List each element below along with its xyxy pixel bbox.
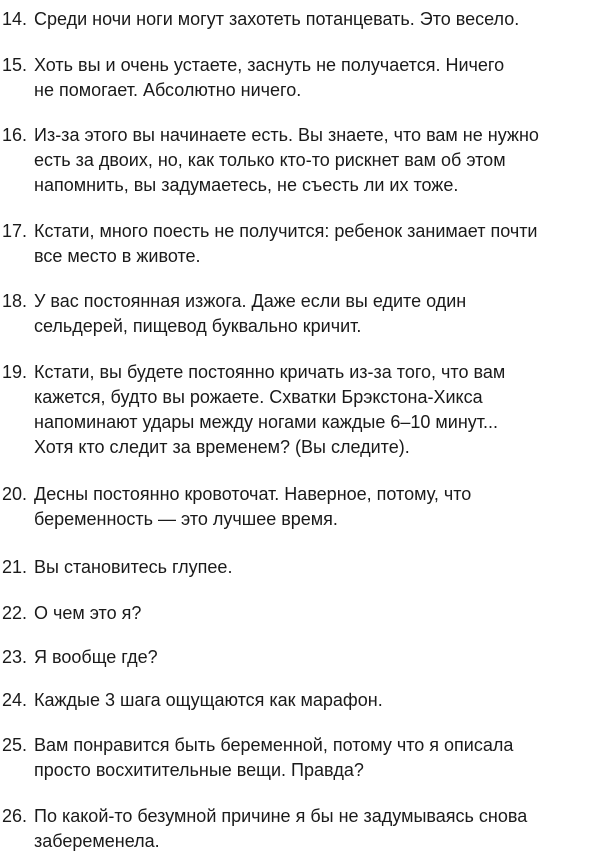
item-number: 16. [2, 125, 28, 145]
item-text-line: не помогает. Абсолютно ничего. [34, 80, 302, 100]
item-number: 22. [2, 603, 28, 623]
item-text-line: Десны постоянно кровоточат. Наверное, потому, что [34, 484, 472, 504]
item-text [34, 804, 594, 854]
item-text-line: Кстати, много поесть не получится: ребенок занимает почти [34, 221, 538, 241]
item-text-line: У вас постоянная изжога. Даже если вы едите один [34, 291, 467, 311]
item-number: 17. [2, 221, 28, 241]
item-text-line: напомнить, вы задумаетесь, не съесть ли их тоже. [34, 175, 459, 195]
item-text-line: Каждые 3 шага ощущаются как марафон. [34, 690, 383, 710]
item-text [34, 688, 594, 713]
item-text-line: просто восхитительные вещи. Правда? [34, 760, 364, 780]
item-text-line: Среди ночи ноги могут захотеть потанцевать. Это весело. [34, 9, 520, 29]
item-text-line: По какой-то безумной причине я бы не задумываясь снова [34, 806, 528, 826]
item-text-line: сельдерей, пищевод буквально кричит. [34, 316, 362, 336]
item-text [34, 733, 594, 783]
item-number: 14. [2, 9, 28, 29]
item-text-line: забеременела. [34, 831, 160, 851]
item-text [34, 645, 594, 670]
item-text-line: кажется, будто вы рожаете. Схватки Брэкстона-Хикса [34, 387, 483, 407]
item-number: 25. [2, 735, 28, 755]
item-text [34, 360, 594, 460]
item-text-line: беременность — это лучшее время. [34, 509, 338, 529]
item-text-line: все место в животе. [34, 246, 201, 266]
item-text [34, 7, 594, 32]
item-text-line: Вам понравится быть беременной, потому что я описала [34, 735, 514, 755]
item-text-line: Из-за этого вы начинаете есть. Вы знаете, что вам не нужно [34, 125, 539, 145]
item-text [34, 219, 594, 269]
item-number: 15. [2, 55, 28, 75]
item-number: 21. [2, 557, 28, 577]
item-text [34, 289, 594, 339]
item-text-line: О чем это я? [34, 603, 142, 623]
item-text-line: есть за двоих, но, как только кто-то рискнет вам об этом [34, 150, 506, 170]
item-text [34, 482, 594, 532]
item-text-line: Хоть вы и очень устаете, заснуть не получается. Ничего [34, 55, 505, 75]
item-text-line: Вы становитесь глупее. [34, 557, 233, 577]
item-text [34, 601, 594, 626]
item-text [34, 555, 594, 580]
item-text [34, 123, 594, 198]
item-text-line: напоминают удары между ногами каждые 6–10 минут... [34, 412, 499, 432]
item-text [34, 53, 594, 103]
item-number: 24. [2, 690, 28, 710]
item-number: 23. [2, 647, 28, 667]
item-number: 26. [2, 806, 28, 826]
item-number: 20. [2, 484, 28, 504]
item-number: 18. [2, 291, 28, 311]
item-text-line: Кстати, вы будете постоянно кричать из-за того, что вам [34, 362, 506, 382]
item-text-line: Я вообще где? [34, 647, 158, 667]
item-number: 19. [2, 362, 28, 382]
item-text-line: Хотя кто следит за временем? (Вы следите). [34, 437, 410, 457]
